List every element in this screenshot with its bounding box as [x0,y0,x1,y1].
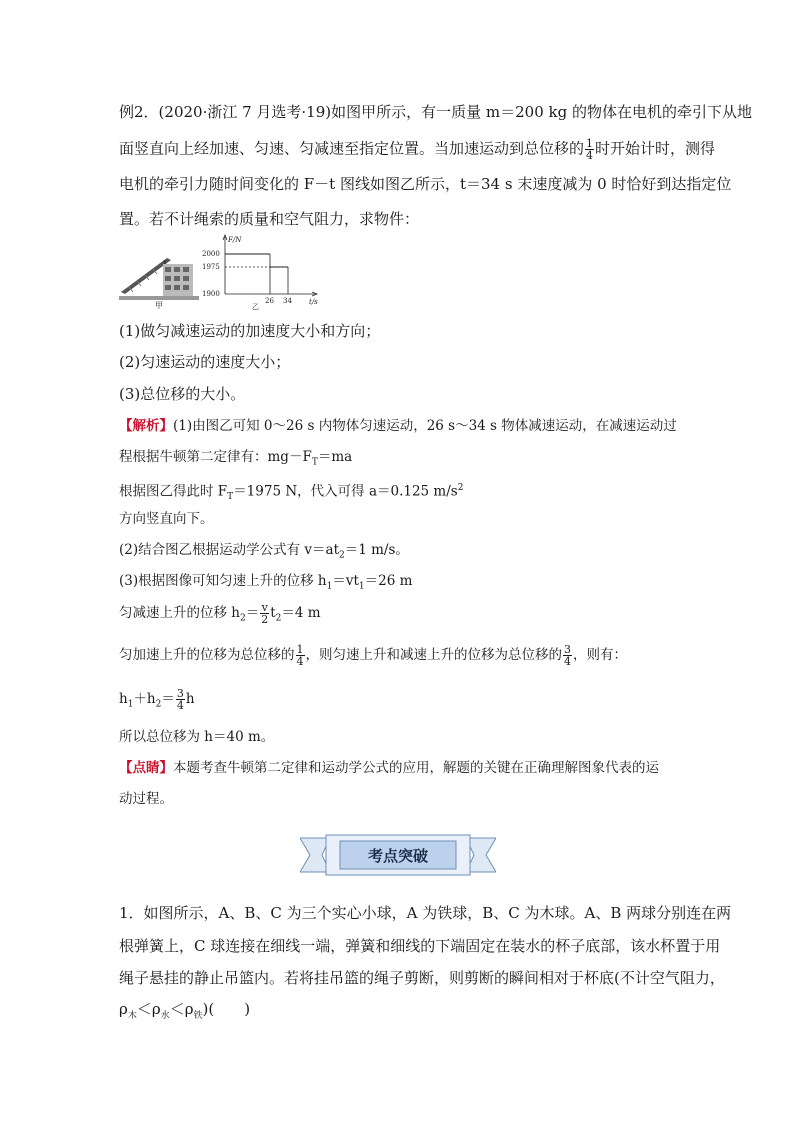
fraction-numerator: 1 [296,643,304,656]
solution-text: ，则有： [573,647,627,663]
solution-text: ＋h [133,691,156,707]
example-text: 例2．(2020·浙江 7 月选考·19)如图甲所示，有一质量 m＝200 kg 的物体在电机的牵引下从地 [119,103,752,121]
comment-text: 本题考查牛顿第二定律和运动学公式的应用，解题的关键在正确理解图象代表的运 [173,760,659,776]
solution-line-5 [119,540,678,566]
example-text: 面竖直向上经加速、匀速、匀减速至指定位置。当加速运动到总位移的 [119,139,585,158]
subscript: 木 [127,1011,137,1021]
problem-line-4 [119,999,683,1026]
solution-text: ＝4 m [281,605,321,621]
solution-text: t [270,605,276,621]
x-tick-label: 34 [283,297,292,305]
crane-figure [119,240,199,310]
solution-text: (1)由图乙可知 0～26 s 内物体匀速运动，26 s～34 s 物体减速运动，在减速运动过 [173,418,677,434]
fraction-denominator: 4 [296,655,304,668]
solution-tag: 【解析】 [119,418,173,434]
solution-text: ＝26 m [364,573,413,589]
subscript: 1 [127,699,134,710]
y-tick-label: 2000 [202,250,220,258]
example-text: 时开始计时，测得 [595,139,716,158]
solution-text: 方向竖直向下。 [119,511,214,527]
solution-text: ，则匀速上升和减速上升的位移为总位移的 [305,647,562,663]
subscript: T [227,492,234,503]
y-axis-label: F/N [228,236,242,244]
problem-text: )( ) [202,1000,251,1018]
question-2 [119,352,678,372]
fraction-denominator: 4 [564,655,571,668]
solution-text: 匀减速上升的位移 h [119,605,240,621]
problem-text: ρ [119,1000,128,1018]
problem-text: 根弹簧上，C 球连接在细线一端，弹簧和细线的下端固定在装水的杯子底部，该水杯置于用 [119,937,721,955]
fraction-denominator: 4 [176,699,184,712]
solution-text: 匀加速上升的位移为总位移的 [119,647,295,663]
solution-text: ＝1975 N，代入可得 a＝0.125 m/s [233,483,458,500]
subscript: T [311,457,318,468]
subscript: 2 [339,550,345,561]
solution-text: h [185,691,195,707]
y-tick-label: 1975 [202,263,220,271]
question-3 [119,384,678,404]
comment-line-2 [119,789,678,809]
problem-text: ＜ρ [136,1000,161,1018]
x-tick-label: 26 [265,297,274,305]
fraction [296,644,305,667]
solution-line-1 [119,416,678,436]
fraction [176,688,185,711]
x-axis-label: t/s [309,298,318,306]
figure-label-yi: 乙 [252,303,259,310]
solution-line-7 [119,602,678,629]
example-line-2 [119,137,716,162]
solution-text: ＝ [161,691,175,707]
comment-line-1 [119,758,678,778]
comment-tag: 【点睛】 [119,760,173,776]
solution-line-9 [119,688,678,715]
fraction-denominator: 2 [261,613,269,626]
fraction-numerator: v [261,601,268,614]
problem-line-1 [119,903,732,923]
fraction-numerator: 3 [176,687,184,700]
solution-text: ＝ [245,605,260,621]
solution-text: h [119,691,128,707]
solution-line-4 [119,509,678,529]
problem-text: ＜ρ [169,1000,194,1018]
problem-line-3 [119,968,725,988]
superscript: 2 [457,483,464,493]
fraction-numerator: 3 [564,643,571,656]
figure-label-jia: 甲 [155,301,163,310]
solution-line-10 [119,727,678,747]
solution-text: ＝1 m/s。 [344,542,409,558]
example-line-4 [119,209,683,229]
solution-text: (2)结合图乙根据运动学公式有 v＝at [119,542,340,558]
fraction [585,138,594,161]
example-text: 电机的牵引力随时间变化的 F－t 图线如图乙所示，t＝34 s 末速度减为 0 时恰好到达指定位 [119,175,732,193]
fraction-numerator: 1 [586,137,594,150]
section-banner [300,832,496,878]
example-text: 置。若不计绳索的质量和空气阻力，求物件： [119,210,420,228]
solution-text: ＝ma [317,449,353,465]
force-time-graph [200,232,325,310]
y-tick-label: 1900 [202,290,220,298]
fraction [563,644,572,667]
subscript: 1 [326,581,333,592]
example-line-1 [119,102,752,122]
solution-line-8 [119,644,678,667]
solution-text: (3)根据图像可知匀速上升的位移 h [119,573,327,589]
subscript: 2 [155,699,162,710]
solution-text: 根据图乙得此时 F [119,483,228,500]
solution-line-3 [119,478,678,507]
subscript: 1 [358,581,365,592]
subscript: 水 [160,1011,170,1021]
solution-text: ＝vt [332,573,359,589]
question-text: (1)做匀减速运动的加速度大小和方向； [119,322,381,340]
subscript: 2 [240,613,246,624]
problem-line-2 [119,936,721,956]
solution-text: 所以总位移为 h＝40 m。 [119,729,275,745]
solution-line-2 [119,447,678,473]
question-1 [119,321,678,341]
subscript: 2 [275,613,282,624]
fraction-denominator: 4 [586,149,594,162]
solution-line-6 [119,571,678,597]
problem-text: 绳子悬挂的静止吊篮内。若将挂吊篮的绳子剪断，则剪断的瞬间相对于杯底(不计空气阻力， [119,969,725,987]
solution-text: 程根据牛顿第二定律有：mg－F [119,449,312,465]
comment-text: 动过程。 [119,791,173,807]
problem-text: 1．如图所示，A、B、C 为三个实心小球，A 为铁球，B、C 为木球。A、B 两球分别连在两 [119,904,732,922]
question-text: (3)总位移的大小。 [119,385,246,403]
banner-title: 考点突破 [367,847,429,865]
example-line-3 [119,174,732,194]
subscript: 铁 [193,1011,203,1021]
question-text: (2)匀速运动的速度大小； [119,353,291,371]
fraction [260,602,269,625]
